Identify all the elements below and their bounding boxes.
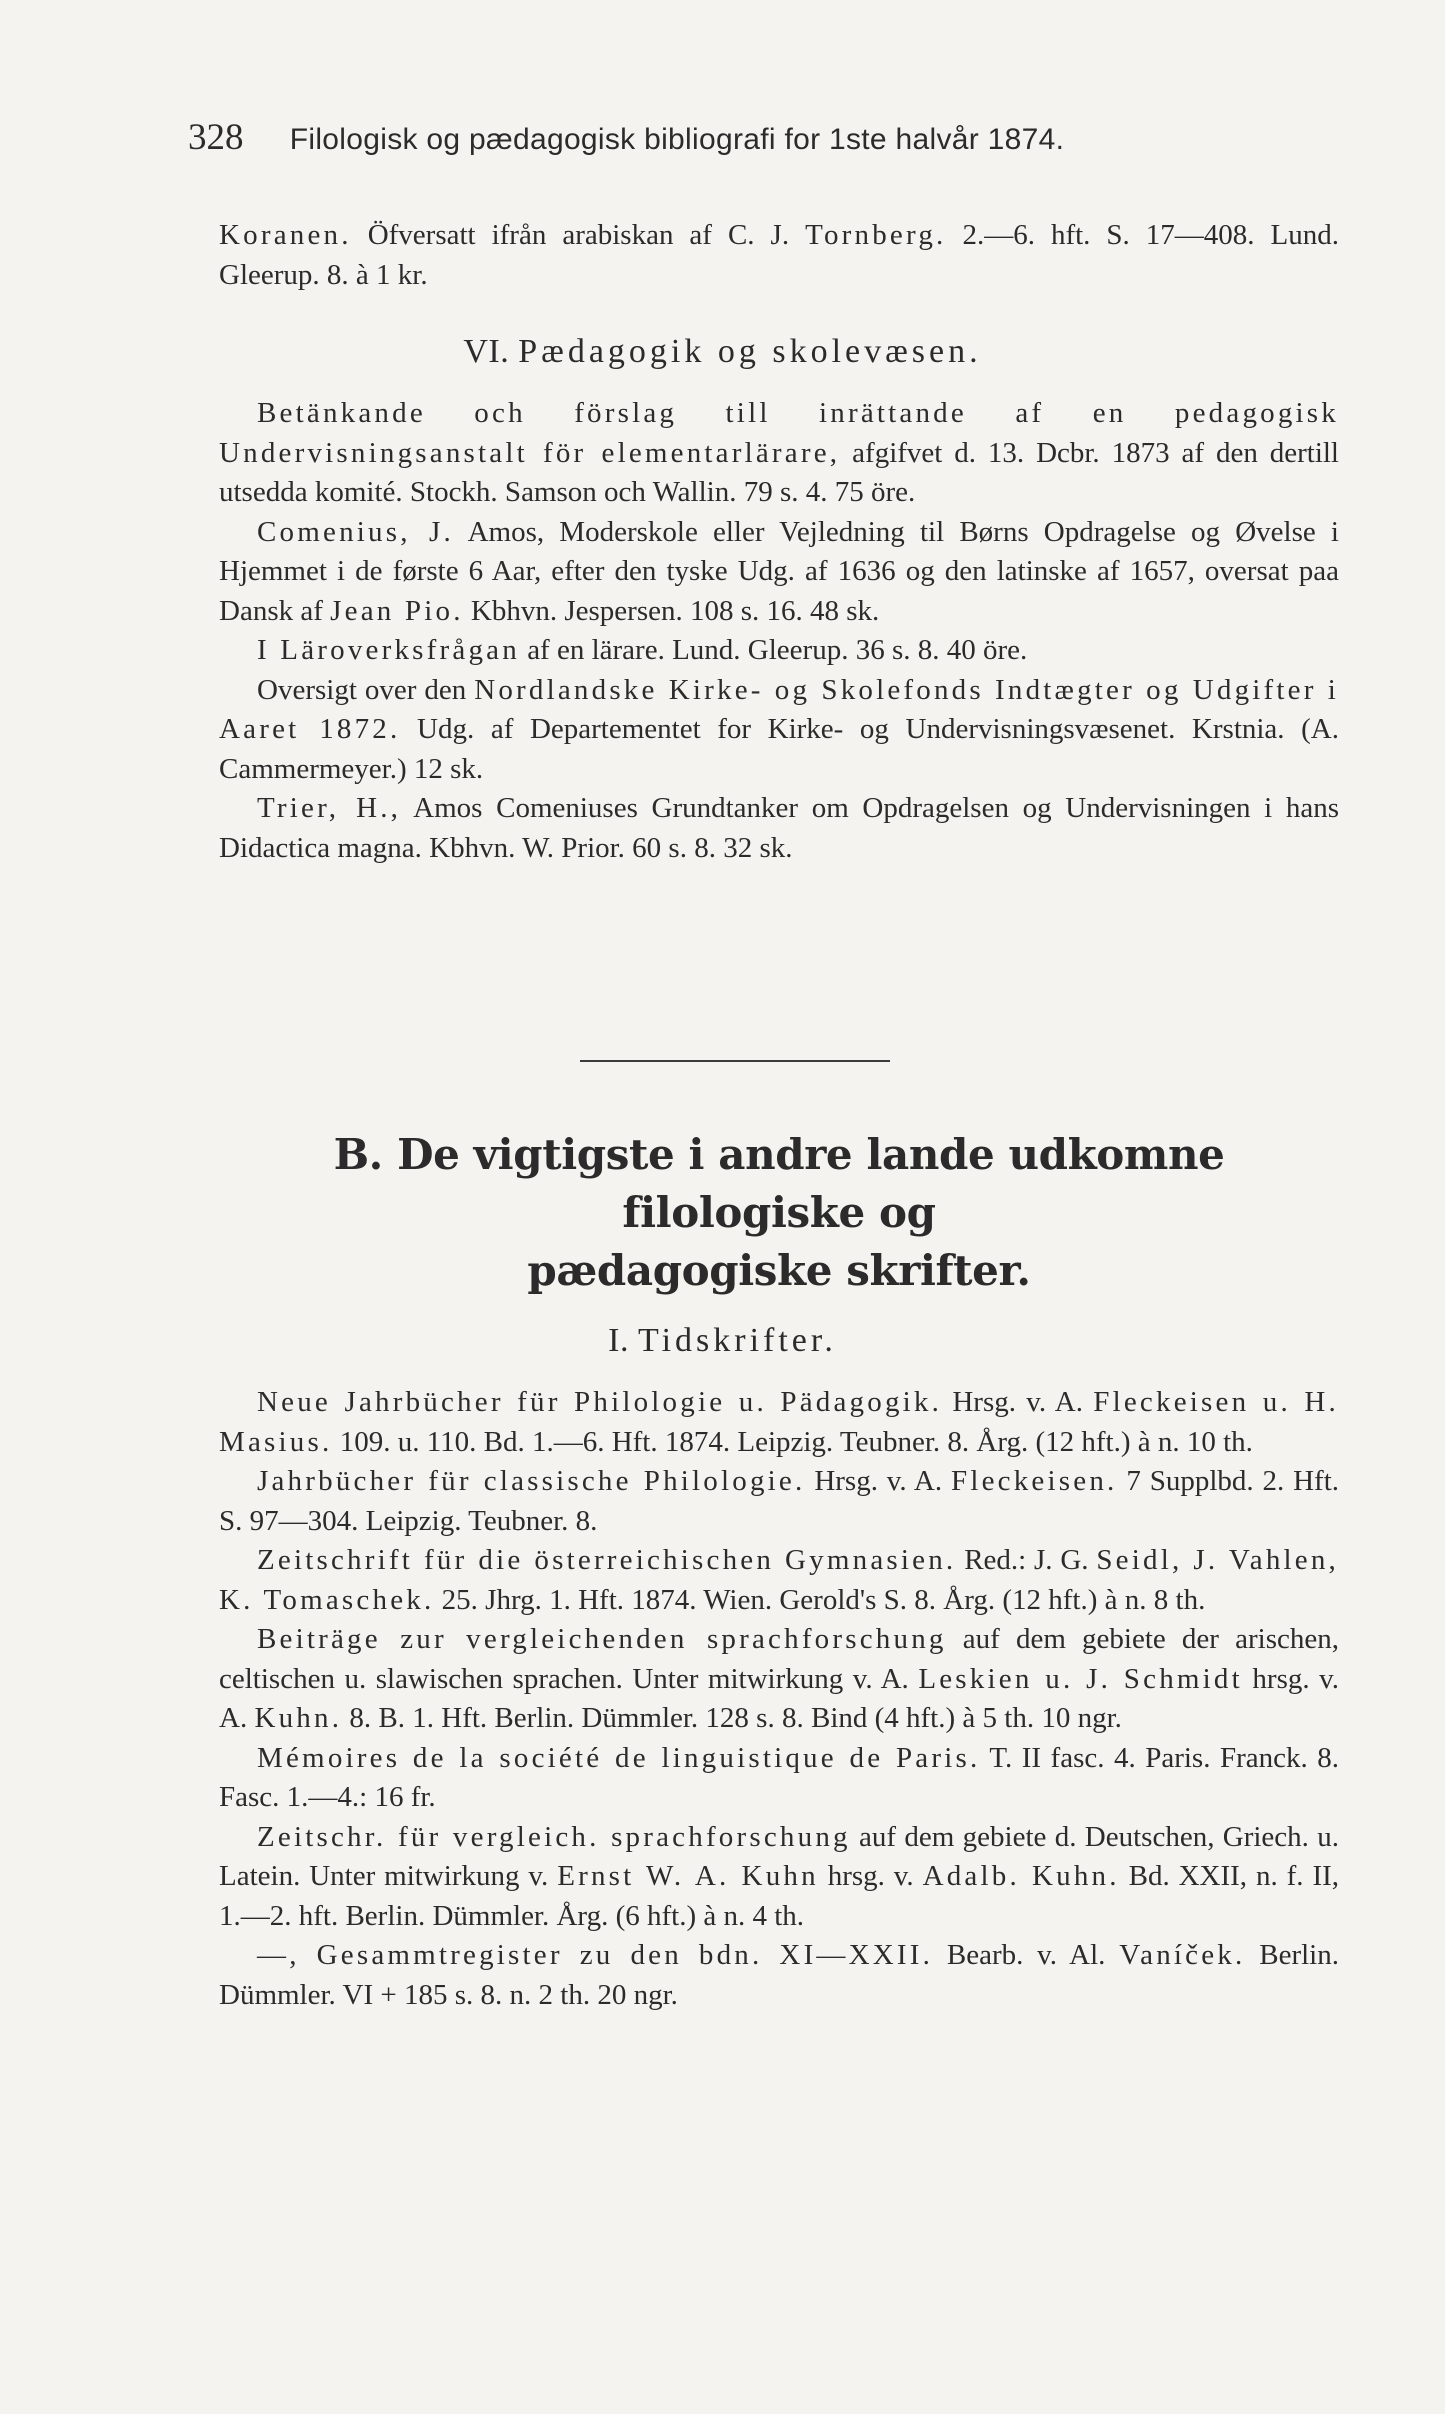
page-header <box>188 118 1338 160</box>
bibliography-entry: Neue Jahrbücher für Philologie u. Pädagogik. Hrsg. v. A. Fleckeisen u. H. Masius. 109. u. 110. Bd. 1.—6. Hft. 1874. Leipzig. Teubner. 8. Årg. (12 hft.) à n. 10 th. <box>219 1386 1339 1458</box>
bibliography-entry: —, Gesammtregister zu den bdn. XI—XXII. Bearb. v. Al. Vaníček. Berlin. Dümmler. VI + 185 s. 8. n. 2 th. 20 ngr. <box>219 1939 1339 2011</box>
bibliography-entry: Trier, H., Amos Comeniuses Grundtanker om Opdragelsen og Undervisningen i hans Didactica magna. Kbhvn. W. Prior. 60 s. 8. 32 sk. <box>219 792 1339 864</box>
bibliography-entry: Mémoires de la société de linguistique de Paris. T. II fasc. 4. Paris. Franck. 8. Fasc. 1.—4.: 16 fr. <box>219 1741 1339 1813</box>
bibliography-entry: Jahrbücher für classische Philologie. Hrsg. v. A. Fleckeisen. 7 Supplbd. 2. Hft. S. 97—304. Leipzig. Teubner. 8. <box>219 1465 1339 1537</box>
bibliography-entry: Comenius, J. Amos, Moderskole eller Vejledning til Børns Opdragelse og Øvelse i Hjemmet i de første 6 Aar, efter den tyske Udg. af 1636 og den latinske af 1657, oversat paa Dansk af Jean Pio. Kbhvn. Jespersen. 108 s. 16. 48 sk. <box>219 515 1339 627</box>
page-number: 328 <box>188 117 244 158</box>
section-divider <box>580 1060 890 1062</box>
bibliography-entry: Oversigt over den Nordlandske Kirke- og Skolefonds Indtægter og Udgifter i Aaret 1872. Udg. af Departementet for Kirke- og Undervisningsvæsenet. Krstnia. (A. Cammermeyer.) 12 sk. <box>219 673 1339 785</box>
bibliography-entry: Beiträge zur vergleichenden sprachforschung auf dem gebiete der arischen, celtischen u. slawischen sprachen. Unter mitwirkung v. A. Leskien u. J. Schmidt hrsg. v. A. Kuhn. 8. B. 1. Hft. Berlin. Dümmler. 128 s. 8. Bind (4 hft.) à 5 th. 10 ngr. <box>219 1623 1339 1734</box>
bibliography-entry: Betänkande och förslag till inrättande af en pedagogisk Undervisningsanstalt för elementarlärare, afgifvet d. 13. Dcbr. 1873 af den dertill utsedda komité. Stockh. Samson och Wallin. 79 s. 4. 75 öre. <box>219 397 1339 508</box>
bibliography-entry: Koranen. Öfversatt ifrån arabiskan af C. J. Tornberg. 2.—6. hft. S. 17—408. Lund. Gleerup. 8. à 1 kr. <box>219 219 1340 291</box>
section-i-entries <box>219 1383 1339 2015</box>
section-heading-i: I. Tidskrifter. <box>608 1322 837 1359</box>
bibliography-entry: I Läroverksfrågan af en lärare. Lund. Gleerup. 36 s. 8. 40 öre. <box>257 634 1028 666</box>
top-entry-block <box>219 216 1339 295</box>
running-title: Filologisk og pædagogisk bibliografi for 1ste halvår 1874. <box>289 123 1065 156</box>
bibliography-entry: Zeitschrift für die österreichischen Gymnasien. Red.: J. G. Seidl, J. Vahlen, K. Tomaschek. 25. Jhrg. 1. Hft. 1874. Wien. Gerold's S. 8. Årg. (12 hft.) à n. 8 th. <box>219 1544 1339 1616</box>
section-vi-entries <box>219 394 1339 868</box>
section-b-heading: B. De vigtigste i andre lande udkomne filologiske og pædagogiske skrifter. <box>333 1130 1225 1295</box>
bibliography-entry: Zeitschr. für vergleich. sprachforschung auf dem gebiete d. Deutschen, Griech. u. Latein. Unter mitwirkung v. Ernst W. A. Kuhn hrsg. v. Adalb. Kuhn. Bd. XXII, n. f. II, 1.—2. hft. Berlin. Dümmler. Årg. (6 hft.) à n. 4 th. <box>219 1820 1340 1932</box>
section-heading-vi: VI. Pædagogik og skolevæsen. <box>463 333 982 370</box>
